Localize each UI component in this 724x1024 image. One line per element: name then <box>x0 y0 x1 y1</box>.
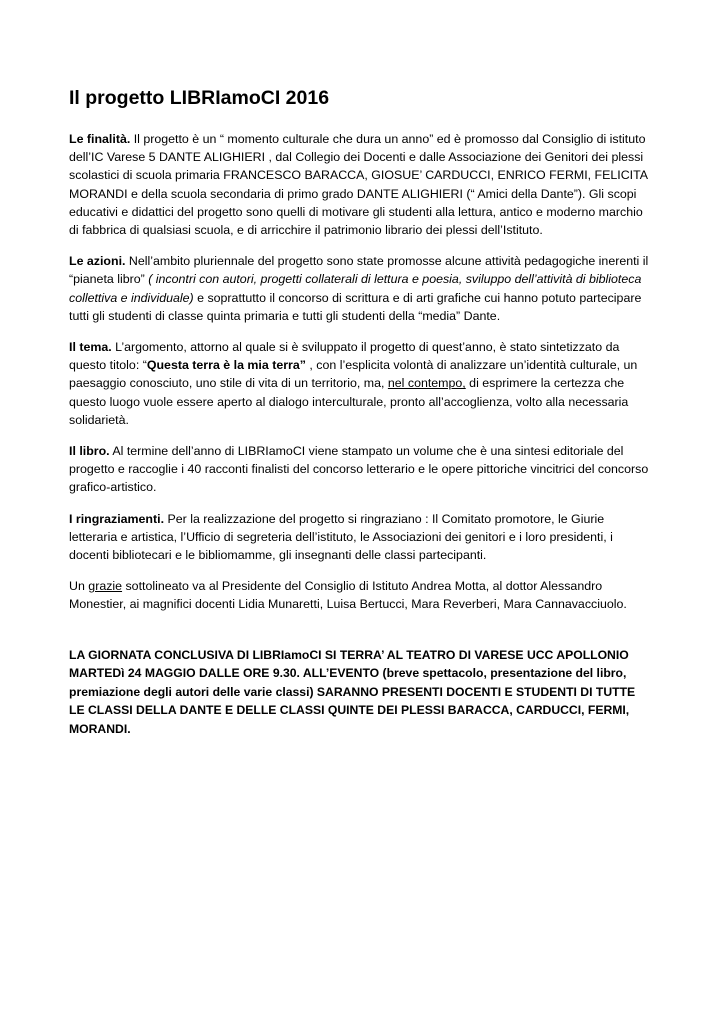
text-libro: Al termine dell’anno di LIBRIamoCI viene stampato un volume che è una sintesi editoriale del progetto e raccoglie i 40 racconti finalisti del concorso letterario e le opere pittoriche vincitrici del concorso grafico-artistico. <box>69 444 649 495</box>
heading-tema: Il tema. <box>69 340 112 355</box>
heading-finalita: Le finalità. <box>69 132 131 146</box>
text-tema-underlined: nel contempo, <box>387 376 466 391</box>
text-ringraziamenti: Per la realizzazione del progetto si ringraziano : Il Comitato promotore, le Giurie letteraria e artistica, l’Ufficio di segreteria dell’istituto, le Associazioni dei genitori e i loro presidenti, i docenti bibliotecari e le bibliomamme, gli insegnanti delle classi partecipanti. <box>69 511 613 563</box>
text-azioni-1: Nell’ambito pluriennale del progetto sono state promosse alcune attività pedagogiche inerenti il “pianeta libro” <box>69 254 649 287</box>
text-tema-2: , con l’esplicita volontà di analizzare un’identità culturale, un paesaggio conosciuto, uno stile di vita di un territorio, ma, <box>69 358 638 391</box>
event-announcement: LA GIORNATA CONCLUSIVA DI LIBRIamoCI SI TERRA’ AL TEATRO DI VARESE UCC APOLLONIO MARTEDì 24 MAGGIO DALLE ORE 9.30. ALL’EVENTO (breve spettacolo, presentazione del libro, premiazione degli autori delle varie classi) SARANNO PRESENTI DOCENTI E STUDENTI DI TUTTE LE CLASSI DELLA DANTE E DELLE CLASSI QUINTE DEI PLESSI BARACCA, CARDUCCI, FERMI, MORANDI. <box>69 647 636 737</box>
text-tema-3: di esprimere la certezza che questo luogo vuole essere aperto al dialogo interculturale, pronto all’accoglienza, volto alla necessaria solidarietà. <box>69 376 629 427</box>
text-azioni-2: e soprattutto il concorso di scrittura e di arti grafiche cui hanno potuto partecipare tutti gli studenti di classe quinta primaria e tutti gli studenti della “media” Dante. <box>69 290 642 323</box>
text-finalita: Il progetto è un “ momento culturale che dura un anno” ed è promosso dal Consiglio di istituto dell’IC Varese 5 DANTE ALIGHIERI , dal Collegio dei Docenti e dalle Associazione dei Genitori dei plessi scolastici di scuola primaria FRANCESCO BARACCA, GIOSUE’ CARDUCCI, ENRICO FERMI, FELICITA MORANDI e della scuola secondaria di primo grado DANTE ALIGHIERI (“ Amici della Dante”). Gli scopi educativi e didattici del progetto sono quelli di motivare gli studenti alla lettura, antico e moderno marchio di fabbrica di qualsiasi scuola, e di arricchire il patrimonio librario dei plessi dell’Istituto. <box>69 132 648 238</box>
paragraph-finalita <box>69 130 654 239</box>
text-grazie-underlined: grazie <box>88 579 123 594</box>
text-grazie-2: sottolineato va al Presidente del Consiglio di Istituto Andrea Motta, al dottor Alessandro Monestier, ai magnifici docenti Lidia Munaretti, Luisa Bertucci, Mara Reverberi, Mara Cannavacciuolo. <box>69 579 627 612</box>
paragraph-azioni <box>69 252 654 325</box>
text-azioni-italic: ( incontri con autori, progetti collaterali di lettura e poesia, sviluppo dell’attività di biblioteca collettiva e individuale) <box>69 272 642 305</box>
document-title: Il progetto LIBRIamoCI 2016 <box>69 87 330 109</box>
paragraph-grazie <box>69 577 654 613</box>
paragraph-tema <box>69 338 654 429</box>
heading-libro: Il libro. <box>69 444 110 459</box>
paragraph-ringraziamenti <box>69 510 654 565</box>
text-tema-1: L’argomento, attorno al quale si è sviluppato il progetto di quest’anno, è stato sintetizzato da questo titolo: “ <box>69 340 620 373</box>
tema-title: Questa terra è la mia terra” <box>146 358 306 373</box>
heading-azioni: Le azioni. <box>69 254 126 269</box>
text-grazie-1: Un <box>69 579 89 594</box>
heading-ringraziamenti: I ringraziamenti. <box>69 511 165 526</box>
paragraph-libro <box>69 442 654 497</box>
